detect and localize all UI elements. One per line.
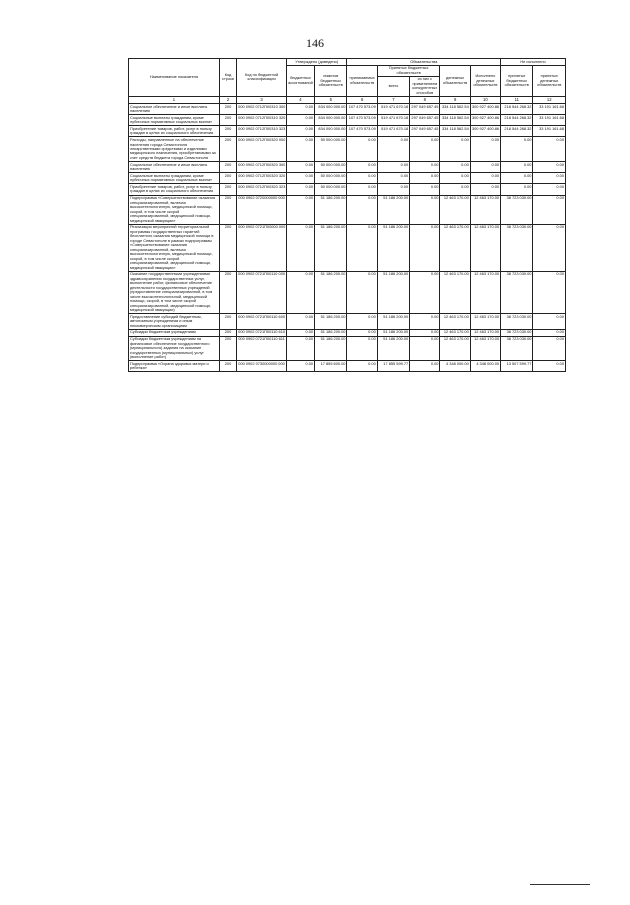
row-code-cell: 200	[219, 126, 236, 137]
column-index-cell: 5	[315, 96, 347, 103]
monetary-obligations-cell: 12 463 170.00	[440, 336, 470, 361]
competitive-cell: 0.00	[410, 224, 440, 271]
budget-limits-cell: 51 186 200.00	[315, 314, 347, 330]
row-name-cell: Оказание государственными учреждениями здравоохранения государственных услуг, выполнение работ, финансовое обеспечение деятельности государственных учреждений (предоставление специализированной, в том числе высокотехнологичной, медицинской помощи, скорой, в том числе скорой специализированной, медицинской помощи, медицинской эвакуации)	[129, 271, 220, 314]
monetary-obligations-cell: 0.00	[440, 173, 470, 184]
row-code-cell: 200	[219, 224, 236, 271]
budget-code-cell: 000 0902 0712П00310 320	[237, 115, 287, 126]
budget-code-cell: 000 0902 0712П00320 300	[237, 162, 287, 173]
fulfilled-monetary-cell: 12 463 170.00	[470, 314, 500, 330]
header-budget-limits: лимитов бюджетных обязательств	[315, 65, 347, 96]
competitive-cell: 297 049 657.45	[410, 126, 440, 137]
competitive-cell: 0.00	[410, 195, 440, 224]
table-row	[129, 271, 566, 314]
not-fulfilled-monetary-cell: 0.00	[533, 336, 566, 361]
budget-allocations-cell: 0.00	[286, 271, 314, 314]
not-fulfilled-monetary-cell: 0.00	[533, 137, 566, 162]
budget-limits-cell: 51 186 200.00	[315, 329, 347, 336]
budget-limits-cell: 834 000 000.00	[315, 115, 347, 126]
budget-code-cell: 000 0902 0712П00320 000	[237, 137, 287, 162]
column-index-cell: 10	[470, 96, 500, 103]
row-name-cell: Социальные выплаты гражданам, кроме публичных нормативных социальных выплат	[129, 173, 220, 184]
table-row	[129, 329, 566, 336]
budget-code-cell: 000 0902 0721П00110 600	[237, 314, 287, 330]
table-row	[129, 195, 566, 224]
accepted-total-cell: 51 186 200.00	[377, 314, 409, 330]
budget-allocations-cell: 0.00	[286, 195, 314, 224]
not-fulfilled-budget-cell: 38 723 030.00	[501, 195, 533, 224]
monetary-obligations-cell: 0.00	[440, 137, 470, 162]
fulfilled-monetary-cell: 0.00	[470, 162, 500, 173]
accepted-obligations-cell: 107 470 573.09	[347, 126, 377, 137]
not-fulfilled-budget-cell: 38 723 030.00	[501, 224, 533, 271]
header-not-fulfilled-budget: принятых бюджетных обязательств	[501, 65, 533, 96]
table-row	[129, 361, 566, 372]
table-row	[129, 103, 566, 114]
not-fulfilled-budget-cell: 38 723 030.00	[501, 336, 533, 361]
fulfilled-monetary-cell: 12 463 170.00	[470, 329, 500, 336]
fulfilled-monetary-cell: 0.00	[470, 173, 500, 184]
budget-code-cell: 000 0902 0721П00110 610	[238, 329, 286, 335]
not-fulfilled-budget-cell: 218 544 268.32	[501, 126, 533, 137]
not-fulfilled-monetary-cell: 0.00	[533, 184, 566, 195]
competitive-cell: 0.00	[410, 137, 440, 162]
not-fulfilled-monetary-cell: 0.00	[533, 271, 566, 314]
header-monetary-obligations: денежных обязательств	[440, 65, 470, 96]
monetary-obligations-cell: 12 463 170.00	[440, 314, 470, 330]
budget-limits-cell: 834 000 000.00	[315, 103, 347, 114]
competitive-cell: 0.00	[410, 361, 440, 372]
competitive-cell: 0.00	[410, 271, 440, 314]
row-code-cell: 200	[219, 173, 236, 184]
budget-allocations-cell: 0.00	[286, 329, 314, 336]
budget-limits-cell: 50 000 000.00	[315, 137, 347, 162]
not-fulfilled-budget-cell: 38 723 030.00	[501, 329, 533, 336]
budget-code-cell: 000 0902 0712П00320 320	[237, 173, 287, 184]
row-code-cell: 200	[219, 184, 236, 195]
competitive-cell: 0.00	[410, 336, 440, 361]
not-fulfilled-monetary-cell: 0.00	[533, 314, 566, 330]
accepted-obligations-cell: 0.00	[347, 336, 377, 361]
row-code-cell: 200	[219, 329, 236, 336]
accepted-obligations-cell: 0.00	[347, 137, 377, 162]
budget-code-cell: 000 0902 0721П00110 611	[237, 336, 287, 361]
not-fulfilled-budget-cell: 218 544 268.32	[501, 103, 533, 114]
row-code-cell: 200	[219, 162, 236, 173]
monetary-obligations-cell: 334 118 562.54	[440, 103, 470, 114]
row-code-cell: 200	[219, 361, 236, 372]
accepted-total-cell: 17 855 599.77	[377, 361, 409, 372]
budget-code-cell: 000 0902 0720000000 000	[237, 195, 287, 224]
monetary-obligations-cell: 0.00	[440, 162, 470, 173]
row-name-cell: Предоставление субсидий бюджетным, автономным учреждениям и иным некоммерческим организациям	[129, 314, 220, 330]
accepted-obligations-cell: 0.00	[347, 329, 377, 336]
not-fulfilled-budget-cell: 13 507 599.77	[501, 361, 533, 372]
budget-limits-cell: 50 000 000.00	[315, 173, 347, 184]
table-row	[129, 336, 566, 361]
row-name-cell: Подпрограмма «Охрана здоровья матери и ребенка»	[129, 361, 220, 372]
column-index-cell: 2	[219, 96, 236, 103]
budget-limits-cell: 50 000 000.00	[315, 184, 347, 195]
not-fulfilled-budget-cell: 0.00	[501, 162, 533, 173]
not-fulfilled-monetary-cell: 0.00	[533, 195, 566, 224]
accepted-obligations-cell: 0.00	[347, 224, 377, 271]
accepted-total-cell: 519 471 670.18	[377, 126, 409, 137]
budget-allocations-cell: 0.00	[286, 184, 314, 195]
column-index-cell: 9	[440, 96, 470, 103]
budget-code-cell: 000 0902 0712П00310 300	[237, 103, 287, 114]
fulfilled-monetary-cell: 300 927 400.86	[470, 103, 500, 114]
not-fulfilled-budget-cell: 38 723 030.00	[501, 271, 533, 314]
header-total: всего	[377, 76, 409, 96]
column-index-cell: 11	[501, 96, 533, 103]
footer-divider	[530, 884, 590, 885]
accepted-total-cell: 519 471 670.18	[377, 115, 409, 126]
budget-limits-cell: 51 186 200.00	[315, 271, 347, 314]
fulfilled-monetary-cell: 300 927 400.86	[470, 115, 500, 126]
budget-allocations-cell: 0.00	[286, 173, 314, 184]
monetary-obligations-cell: 4 348 000.00	[440, 361, 470, 372]
accepted-total-cell: 51 186 200.00	[377, 329, 409, 336]
budget-limits-cell: 51 186 200.00	[315, 195, 347, 224]
monetary-obligations-cell: 0.00	[440, 184, 470, 195]
budget-limits-cell: 17 855 600.00	[315, 361, 347, 372]
not-fulfilled-monetary-cell: 33 191 161.68	[533, 103, 566, 114]
not-fulfilled-monetary-cell: 0.00	[533, 224, 566, 271]
not-fulfilled-budget-cell: 218 544 268.32	[501, 115, 533, 126]
header-incl-competitive: из них с применением конкурентных способов	[410, 76, 440, 96]
row-name-cell: Социальные выплаты гражданам, кроме публичных нормативных социальных выплат	[129, 115, 220, 126]
budget-allocations-cell: 0.00	[286, 137, 314, 162]
budget-limits-cell: 834 000 000.00	[315, 126, 347, 137]
budget-table-container	[128, 58, 566, 866]
table-row	[129, 314, 566, 330]
competitive-cell: 0.00	[410, 314, 440, 330]
header-fulfilled-monetary: Исполнено денежных обязательств	[470, 65, 500, 96]
row-name-cell: Приобретение товаров, работ, услуг в пользу граждан в целях их социального обеспечения	[129, 126, 220, 137]
budget-allocations-cell: 0.00	[286, 115, 314, 126]
column-index-row	[129, 96, 566, 103]
budget-allocations-cell: 0.00	[286, 361, 314, 372]
monetary-obligations-cell: 334 118 562.54	[440, 126, 470, 137]
header-approved-group: Утверждено (доведено)	[286, 59, 347, 66]
row-code-cell: 200	[219, 137, 236, 162]
competitive-cell: 297 049 657.45	[410, 115, 440, 126]
budget-allocations-cell: 0.00	[286, 336, 314, 361]
fulfilled-monetary-cell: 12 463 170.00	[470, 271, 500, 314]
column-index-cell: 6	[347, 96, 377, 103]
header-not-fulfilled-group: Не исполнено	[501, 59, 566, 66]
table-row	[129, 224, 566, 271]
budget-allocations-cell: 0.00	[286, 224, 314, 271]
row-code-cell: 200	[219, 314, 236, 330]
row-name-cell: Реализация мероприятий территориальной программы государственных гарантий бесплатного оказания медицинской помощи в городе Севастополе в рамках подпрограммы «Совершенствование оказания специализированной, включая высокотехнологичную, медицинской помощи, скорой, в том числе скорой специализированной, медицинской помощи, медицинской эвакуации»	[129, 224, 220, 271]
header-budget-allocations: бюджетных ассигнований	[286, 65, 314, 96]
header-name: Наименование показателя	[129, 59, 220, 97]
not-fulfilled-monetary-cell: 33 191 161.68	[533, 115, 566, 126]
accepted-obligations-cell: 0.00	[347, 162, 377, 173]
monetary-obligations-cell: 334 118 562.54	[440, 115, 470, 126]
accepted-obligations-cell: 0.00	[347, 361, 377, 372]
not-fulfilled-monetary-cell: 33 191 161.68	[533, 126, 566, 137]
row-code-cell: 200	[219, 271, 236, 314]
competitive-cell: 0.00	[410, 329, 440, 336]
row-code-cell: 200	[219, 336, 236, 361]
fulfilled-monetary-cell: 4 348 000.00	[470, 361, 500, 372]
fulfilled-monetary-cell: 12 463 170.00	[470, 336, 500, 361]
accepted-obligations-cell: 0.00	[347, 173, 377, 184]
accepted-total-cell: 0.00	[377, 137, 409, 162]
monetary-obligations-cell: 12 463 170.00	[440, 271, 470, 314]
budget-allocations-cell: 0.00	[286, 126, 314, 137]
budget-code-cell: 000 0902 0721П00000 000	[237, 224, 287, 271]
accepted-total-cell: 51 186 200.00	[377, 271, 409, 314]
accepted-obligations-cell: 0.00	[347, 195, 377, 224]
not-fulfilled-monetary-cell: 0.00	[533, 361, 566, 372]
row-name-cell: Подпрограмма «Совершенствование оказания специализированной, включая высокотехнологичную, медицинской помощи, скорой, в том числе скорой специализированной, медицинской помощи, медицинской эвакуации»	[129, 195, 220, 224]
row-code-cell: 200	[219, 115, 236, 126]
not-fulfilled-budget-cell: 0.00	[501, 184, 533, 195]
competitive-cell: 0.00	[410, 173, 440, 184]
row-name-cell: Расходы, направленные на обеспечение населения города Севастополя лекарственными средствами и изделиями медицинского назначения, приобретаемыми за счет средств бюджета города Севастополя	[129, 137, 220, 162]
accepted-obligations-cell: 0.00	[347, 271, 377, 314]
monetary-obligations-cell: 12 463 170.00	[440, 329, 470, 336]
accepted-total-cell: 51 186 200.00	[377, 336, 409, 361]
fulfilled-monetary-cell: 0.00	[470, 137, 500, 162]
accepted-total-cell: 0.00	[377, 173, 409, 184]
row-name-cell: Социальное обеспечение и иные выплаты населению	[129, 162, 220, 173]
header-not-fulfilled-monetary: принятых денежных обязательств	[533, 65, 566, 96]
not-fulfilled-monetary-cell: 0.00	[533, 329, 566, 336]
budget-limits-cell: 51 186 200.00	[315, 336, 347, 361]
accepted-total-cell: 0.00	[377, 184, 409, 195]
monetary-obligations-cell: 12 463 170.00	[440, 224, 470, 271]
monetary-obligations-cell: 12 463 170.00	[440, 195, 470, 224]
fulfilled-monetary-cell: 0.00	[470, 184, 500, 195]
competitive-cell: 0.00	[410, 162, 440, 173]
page-number: 146	[306, 36, 324, 50]
fulfilled-monetary-cell: 12 463 170.00	[470, 224, 500, 271]
header-row-code: Код строки	[219, 59, 236, 97]
column-index-cell: 12	[533, 96, 566, 103]
row-code-cell: 200	[219, 195, 236, 224]
header-budget-code: Код по бюджетной классификации	[237, 59, 287, 97]
table-row	[129, 184, 566, 195]
budget-allocations-cell: 0.00	[286, 103, 314, 114]
header-accepted-obligations: принимаемых обязательств	[347, 65, 377, 96]
fulfilled-monetary-cell: 300 927 400.86	[470, 126, 500, 137]
row-name-cell: Приобретение товаров, работ, услуг в пользу граждан в целях их социального обеспечения	[129, 184, 220, 195]
budget-limits-cell: 51 186 200.00	[315, 224, 347, 271]
budget-code-cell: 000 0902 0721П00110 000	[237, 271, 287, 314]
budget-code-cell: 000 0902 0712П00320 323	[237, 184, 287, 195]
accepted-obligations-cell: 0.00	[347, 314, 377, 330]
accepted-obligations-cell: 107 470 573.09	[347, 103, 377, 114]
header-obligations-group: Обязательства	[347, 59, 501, 66]
header-accepted-budget-group: Принятых бюджетных обязательств	[377, 65, 440, 76]
budget-code-cell: 000 0902 0712П00310 323	[237, 126, 287, 137]
row-name-cell: Субсидии бюджетным учреждениям на финансовое обеспечение государственного (муниципального) задания на оказание государственных (муниципальных) услуг (выполнение работ)	[129, 336, 220, 361]
budget-execution-table	[128, 58, 566, 372]
competitive-cell: 0.00	[410, 184, 440, 195]
budget-limits-cell: 50 000 000.00	[315, 162, 347, 173]
not-fulfilled-budget-cell: 38 723 030.00	[501, 314, 533, 330]
not-fulfilled-monetary-cell: 0.00	[533, 162, 566, 173]
budget-code-cell: 000 0902 0730000000 000	[237, 361, 287, 372]
table-row	[129, 126, 566, 137]
table-row	[129, 115, 566, 126]
accepted-obligations-cell: 107 470 573.09	[347, 115, 377, 126]
accepted-total-cell: 519 471 670.18	[377, 103, 409, 114]
budget-allocations-cell: 0.00	[286, 162, 314, 173]
accepted-total-cell: 0.00	[377, 162, 409, 173]
competitive-cell: 297 049 657.45	[410, 103, 440, 114]
column-index-cell: 1	[129, 96, 220, 103]
row-code-cell: 200	[219, 103, 236, 114]
accepted-total-cell: 51 186 200.00	[377, 195, 409, 224]
row-name-cell: Социальное обеспечение и иные выплаты населению	[129, 103, 220, 114]
fulfilled-monetary-cell: 12 463 170.00	[470, 195, 500, 224]
accepted-obligations-cell: 0.00	[347, 184, 377, 195]
row-name-cell: Субсидии бюджетным учреждениям	[129, 329, 220, 336]
column-index-cell: 4	[286, 96, 314, 103]
table-row	[129, 173, 566, 184]
not-fulfilled-monetary-cell: 0.00	[533, 173, 566, 184]
budget-allocations-cell: 0.00	[286, 314, 314, 330]
accepted-total-cell: 51 186 200.00	[377, 224, 409, 271]
column-index-cell: 3	[237, 96, 287, 103]
table-row	[129, 162, 566, 173]
column-index-cell: 8	[410, 96, 440, 103]
not-fulfilled-budget-cell: 0.00	[501, 137, 533, 162]
column-index-cell: 7	[377, 96, 409, 103]
table-row	[129, 137, 566, 162]
not-fulfilled-budget-cell: 0.00	[501, 173, 533, 184]
table-body	[129, 103, 566, 371]
